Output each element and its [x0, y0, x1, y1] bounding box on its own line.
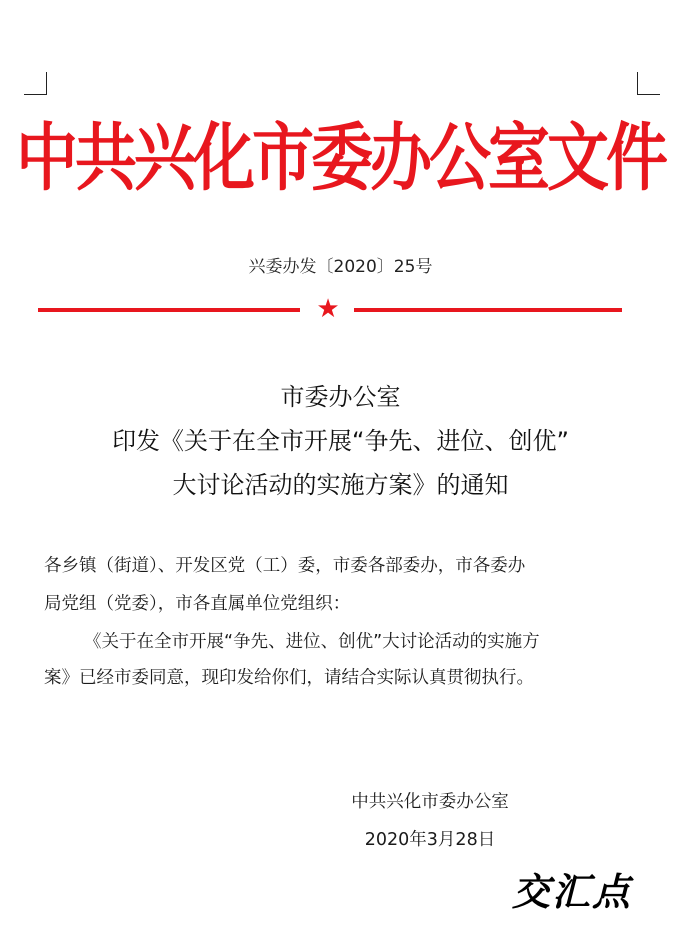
title-line-2: 印发《关于在全市开展“争先、进位、创优”	[112, 427, 569, 455]
body-line-2: 局党组（党委），市各直属单位党组织：	[44, 594, 351, 614]
body-line-3: 《关于在全市开展“争先、进位、创优”大讨论活动的实施方	[84, 632, 540, 652]
title-line-3: 大讨论活动的实施方案》的通知	[172, 471, 509, 499]
title-line-1: 市委办公室	[280, 383, 401, 411]
star-icon: ★	[316, 294, 340, 324]
watermark-logo: 交汇点	[512, 869, 633, 914]
document-number: 兴委办发〔2020〕25号	[248, 257, 433, 277]
body-line-4: 案》已经市委同意，现印发给你们，请结合实际认真贯彻执行。	[44, 668, 534, 688]
signature-org: 中共兴化市委办公室	[351, 792, 509, 812]
red-rule-left	[38, 308, 300, 312]
document-masthead: 中共兴化市委办公室文件	[15, 114, 665, 201]
crop-mark-top-left	[24, 72, 47, 95]
body-line-1: 各乡镇（街道）、开发区党（工）委，市委各部委办，市各委办	[44, 556, 526, 576]
red-rule-right	[354, 308, 622, 312]
signature-date: 2020年3月28日	[364, 830, 496, 850]
crop-mark-top-right	[637, 72, 660, 95]
